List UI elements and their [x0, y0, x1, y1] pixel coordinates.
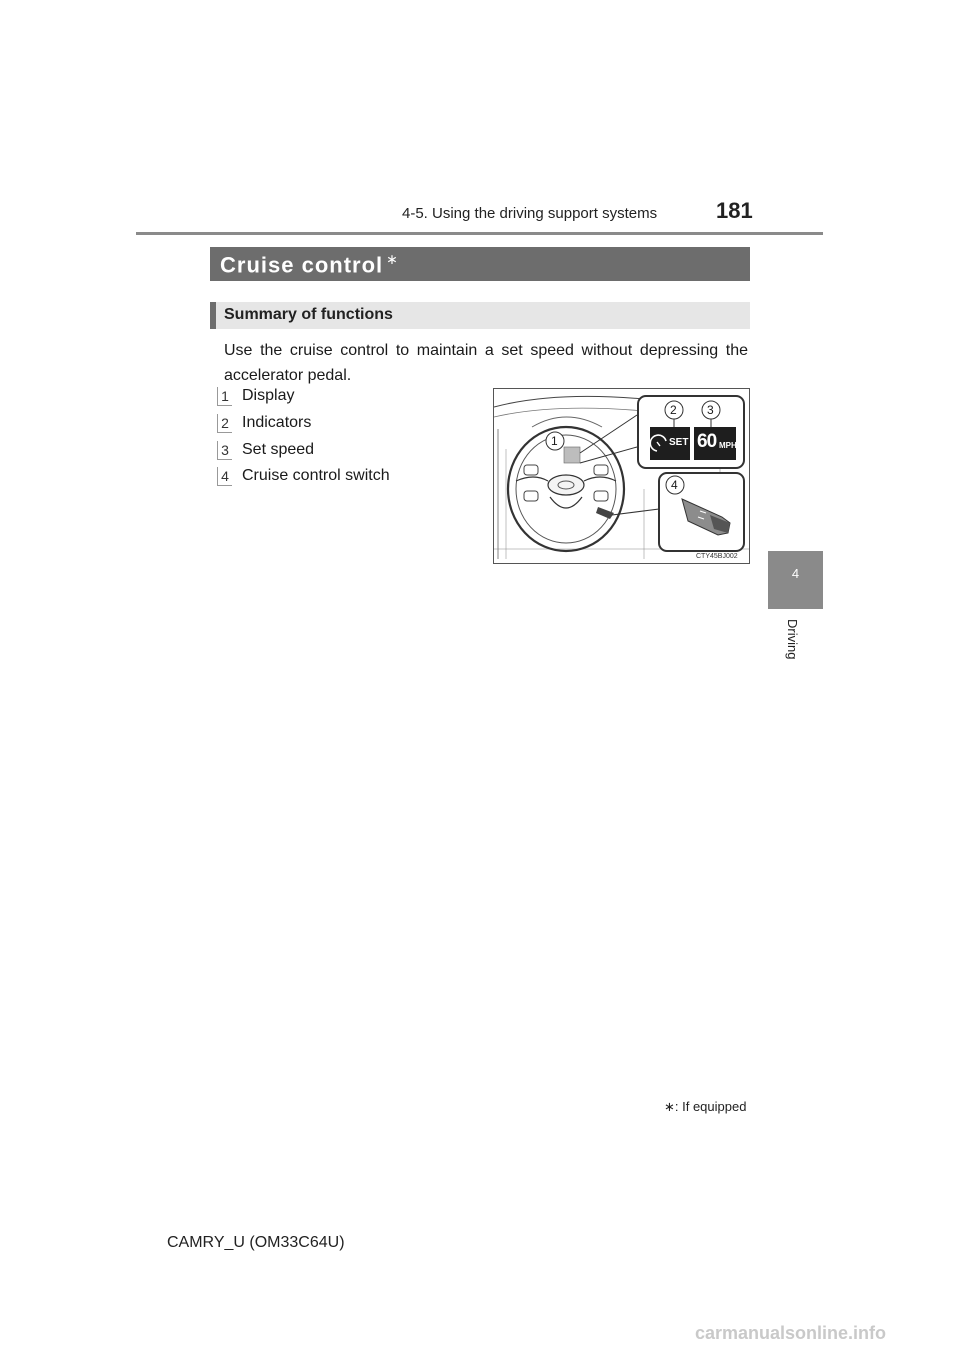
chapter-tab-number: 4	[791, 566, 800, 581]
page-title-text: Cruise control	[220, 252, 384, 278]
figure-callout: 2	[670, 403, 677, 417]
figure-callout: 4	[671, 478, 678, 492]
cruise-control-illustration	[493, 388, 750, 564]
if-equipped-marker: ∗	[386, 251, 399, 267]
item-label: Cruise control switch	[242, 467, 390, 484]
item-number: 1	[217, 387, 232, 406]
manual-code-footer: CAMRY_U (OM33C64U)	[167, 1234, 345, 1251]
set-speed-unit: MPH	[719, 441, 737, 450]
figure-code: CTY45BJ002	[696, 553, 738, 560]
item-number: 4	[217, 467, 232, 486]
figure-callout: 3	[707, 403, 714, 417]
chapter-tab-label: Driving	[785, 619, 800, 660]
item-label: Indicators	[242, 414, 312, 431]
intro-paragraph: Use the cruise control to maintain a set speed without depressing the accelerator pedal.	[224, 342, 748, 384]
header-rule	[136, 232, 823, 235]
item-number: 3	[217, 441, 232, 460]
subheading: Summary of functions	[224, 306, 393, 323]
chapter-tab-label-wrap	[770, 615, 820, 675]
figure-callout: 1	[551, 434, 558, 448]
footnote: ∗: If equipped	[664, 1099, 747, 1114]
set-speed-value: 60	[697, 431, 717, 452]
item-number: 2	[217, 414, 232, 433]
watermark: carmanualsonline.info	[695, 1323, 887, 1343]
item-label: Set speed	[242, 441, 315, 458]
page-title	[220, 251, 399, 278]
running-header-section: 4-5. Using the driving support systems	[402, 205, 658, 222]
set-indicator-text: SET	[669, 437, 689, 448]
item-label: Display	[242, 387, 295, 404]
page-number: 181	[716, 198, 753, 223]
